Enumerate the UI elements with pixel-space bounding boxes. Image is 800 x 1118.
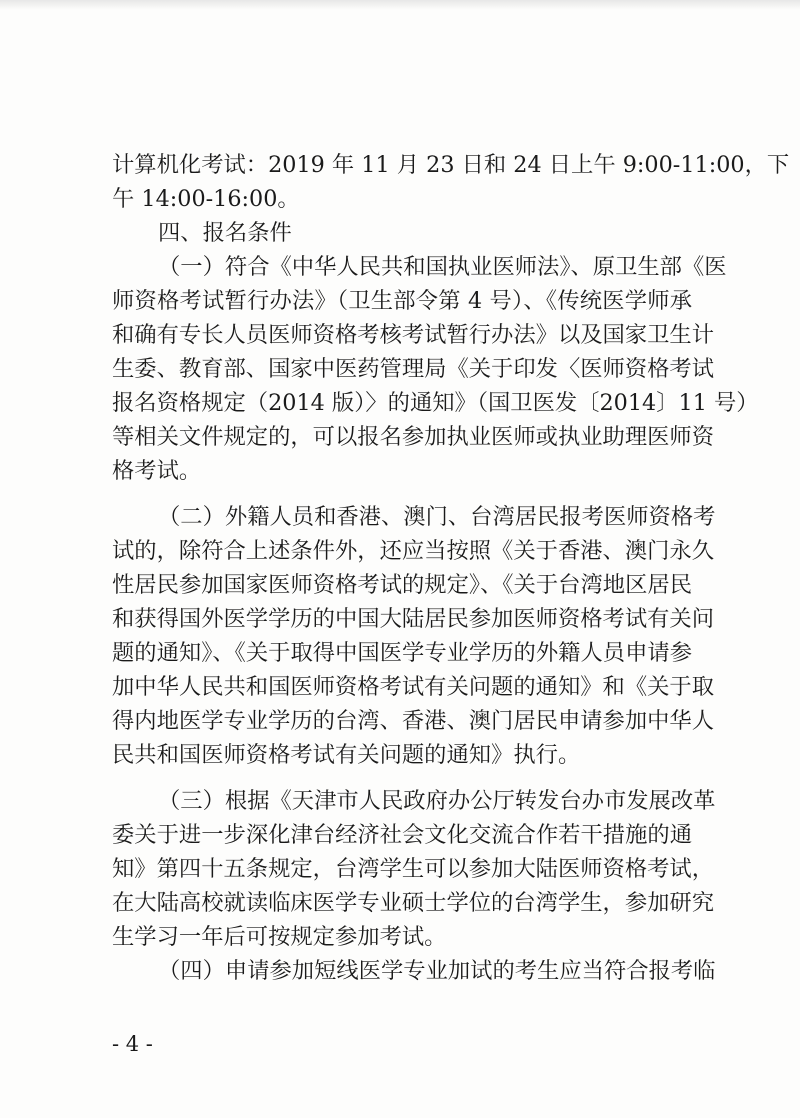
text-line: 委关于进一步深化津台经济社会文化交流合作若干措施的通 <box>112 822 692 848</box>
section-heading: 四、报名条件 <box>158 220 292 246</box>
text-line: 得内地医学专业学历的台湾、香港、澳门居民申请参加中华人 <box>112 708 715 734</box>
text-line: 性居民参加国家医师资格考试的规定》、《关于台湾地区居民 <box>112 572 692 598</box>
text-line: （二）外籍人员和香港、澳门、台湾居民报考医师资格考 <box>158 504 716 530</box>
text-line: （三）根据《天津市人民政府办公厅转发台办市发展改革 <box>158 788 716 814</box>
text-line: 午 14:00-16:00。 <box>112 186 300 212</box>
text-line: （四）申请参加短线医学专业加试的考生应当符合报考临 <box>158 958 716 984</box>
text-line: 计算机化考试：2019 年 11 月 23 日和 24 日上午 9:00-11:00，下 <box>112 152 790 178</box>
text-line: 民共和国医师资格考试有关问题的通知》执行。 <box>112 742 581 768</box>
text-line: 生委、教育部、国家中医药管理局《关于印发〈医师资格考试 <box>112 356 715 382</box>
text-line: 等相关文件规定的，可以报名参加执业医师或执业助理医师资 <box>112 424 715 450</box>
text-line: 题的通知》、《关于取得中国医学专业学历的外籍人员申请参 <box>112 640 692 666</box>
text-line: 生学习一年后可按规定参加考试。 <box>112 924 447 950</box>
page-number: - 4 - <box>112 1032 153 1056</box>
scan-edge <box>0 0 800 10</box>
text-line: 师资格考试暂行办法》（卫生部令第 4 号）、《传统医学师承 <box>112 288 692 314</box>
text-line: 试的，除符合上述条件外，还应当按照《关于香港、澳门永久 <box>112 538 715 564</box>
text-line: 知》第四十五条规定，台湾学生可以参加大陆医师资格考试， <box>112 856 715 882</box>
text-line: 加中华人民共和国医师资格考试有关问题的通知》和《关于取 <box>112 674 715 700</box>
text-line: 和获得国外医学学历的中国大陆居民参加医师资格考试有关问 <box>112 606 715 632</box>
text-line: 格考试。 <box>112 458 202 484</box>
text-line: （一）符合《中华人民共和国执业医师法》、原卫生部《医 <box>158 254 727 280</box>
text-line: 和确有专长人员医师资格考核考试暂行办法》以及国家卫生计 <box>112 322 715 348</box>
text-line: 在大陆高校就读临床医学专业硕士学位的台湾学生，参加研究 <box>112 890 715 916</box>
text-line: 报名资格规定（2014 版）〉的通知》（国卫医发〔2014〕11 号） <box>112 390 759 416</box>
